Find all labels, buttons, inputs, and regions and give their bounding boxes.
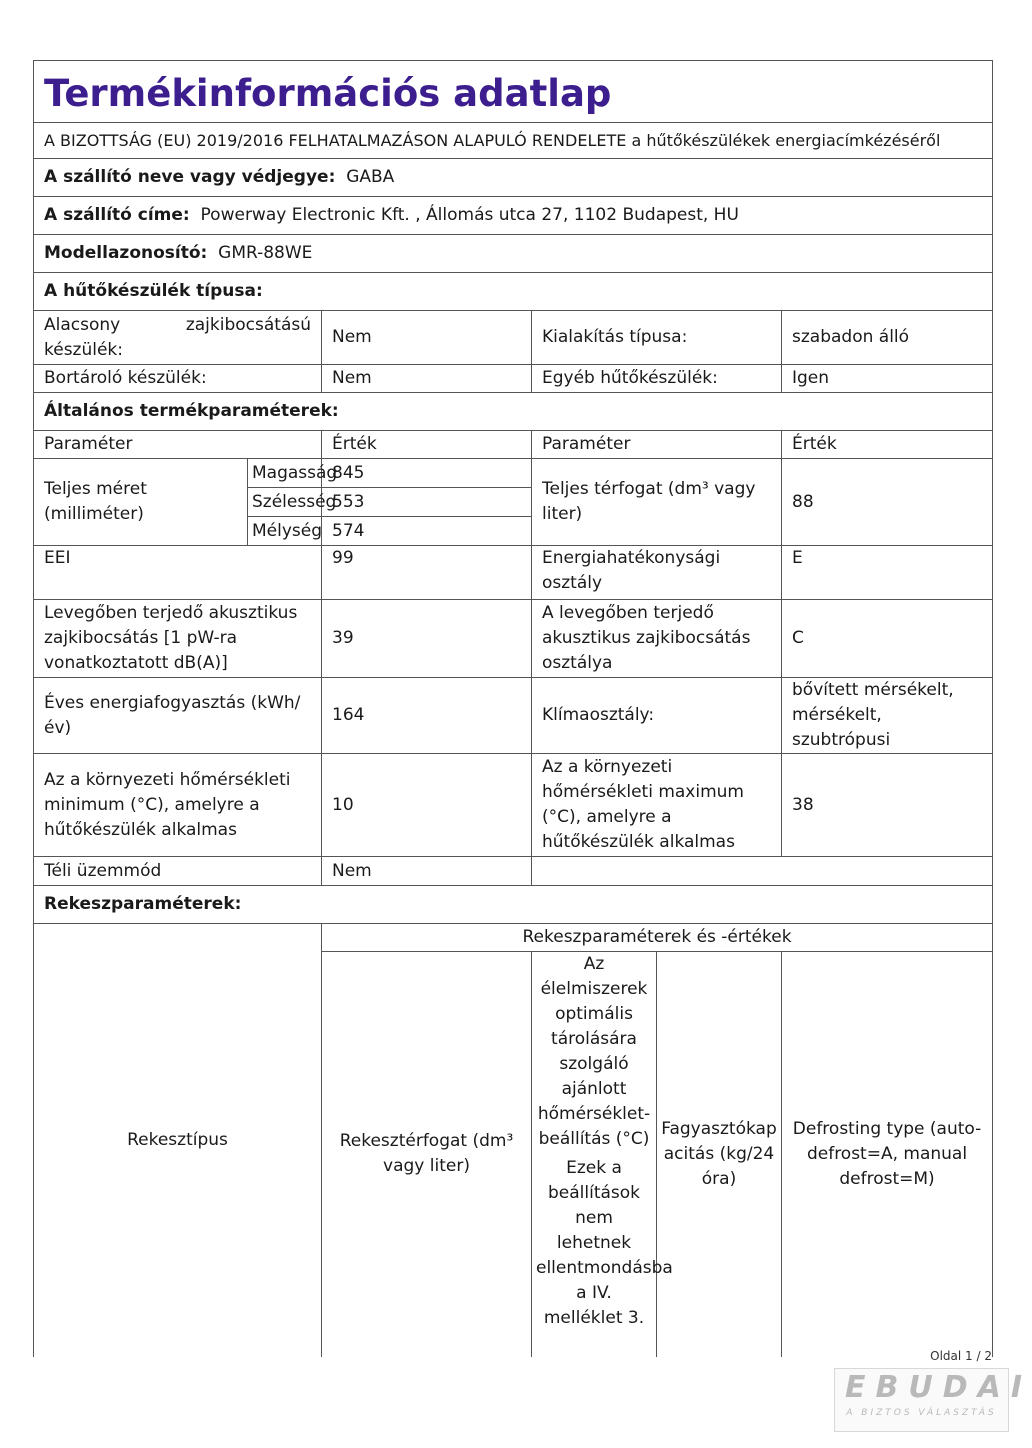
- depth-label: Mélység: [248, 517, 322, 546]
- recommended-temp-text: Az élelmiszerek optimális tárolására szolgáló ajánlott hőmérséklet-beállítás (°C): [537, 954, 651, 1149]
- total-volume-label: Teljes térfogat (dm³ vagy liter): [532, 459, 782, 546]
- width-value: 553: [322, 488, 532, 517]
- supplier-name-row: [34, 159, 993, 197]
- height-label: Magasság: [248, 459, 322, 488]
- supplier-address-value: Powerway Electronic Kft. , Állomás utca 27, 1102 Budapest, HU: [200, 205, 739, 225]
- recommended-temp-note: Ezek a beállítások nem lehetnek ellentmondásba a IV. melléklet 3.: [536, 1158, 673, 1328]
- other-appliance-label: Egyéb hűtőkészülék:: [532, 365, 782, 393]
- supplier-name-value: GABA: [346, 167, 395, 187]
- ebudai-logo: [834, 1368, 1032, 1432]
- noise-class-value: C: [782, 600, 993, 678]
- logo-tagline: A BIZTOS VÁLASZTÁS: [846, 1408, 997, 1418]
- compartment-params-heading: Rekeszparaméterek:: [34, 886, 993, 924]
- info-table: [33, 60, 993, 1357]
- supplier-name-label: A szállító neve vagy védjegye:: [44, 167, 336, 187]
- noise-label: Levegőben terjedő akusztikus zajkibocsátás [1 pW-ra vonatkoztatott dB(A)]: [34, 600, 322, 678]
- width-label: Szélesség: [248, 488, 322, 517]
- compartment-group-header: Rekeszparaméterek és -értékek: [322, 924, 993, 952]
- winter-mode-label: Téli üzemmód: [34, 857, 322, 886]
- value-column-header-right: Érték: [782, 431, 993, 459]
- annual-energy-label: Éves energiafogyasztás (kWh/ év): [34, 678, 322, 754]
- logo-main-text: EBUDAI: [845, 1370, 1032, 1405]
- noise-value: 39: [322, 600, 532, 678]
- empty-cell: [532, 857, 993, 886]
- height-value: 845: [322, 459, 532, 488]
- other-appliance-value: Igen: [782, 365, 993, 393]
- min-temp-value: 10: [322, 754, 532, 857]
- compartment-type-header: Rekesztípus: [34, 924, 322, 1357]
- supplier-address-row: [34, 197, 993, 235]
- regulation-subtitle: A BIZOTTSÁG (EU) 2019/2016 FELHATALMAZÁSON ALAPULÓ RENDELETE a hűtőkészülékek energiacímkézéséről: [34, 123, 993, 159]
- low-noise-label: Alacsony zajkibocsátású készülék:: [34, 311, 322, 365]
- max-temp-label: Az a környezeti hőmérsékleti maximum (°C), amelyre a hűtőkészülék alkalmas: [532, 754, 782, 857]
- design-type-value: szabadon álló: [782, 311, 993, 365]
- depth-value: 574: [322, 517, 532, 546]
- annual-energy-value: 164: [322, 678, 532, 754]
- climate-class-value: bővített mérsékelt, mérsékelt, szubtrópusi: [782, 678, 993, 754]
- wine-storage-value: Nem: [322, 365, 532, 393]
- model-id-label: Modellazonosító:: [44, 243, 208, 263]
- defrosting-type-header: Defrosting type (auto-defrost=A, manual defrost=M): [782, 952, 993, 1357]
- eei-value: 99: [322, 546, 532, 600]
- param-column-header: Paraméter: [34, 431, 322, 459]
- freezing-capacity-header: Fagyasztókapacitás (kg/24 óra): [657, 952, 782, 1357]
- low-noise-value: Nem: [322, 311, 532, 365]
- page-number: Oldal 1 / 2: [930, 1349, 992, 1363]
- compartment-volume-header: Rekesztérfogat (dm³ vagy liter): [322, 952, 532, 1357]
- winter-mode-value: Nem: [322, 857, 532, 886]
- wine-storage-label: Bortároló készülék:: [34, 365, 322, 393]
- eei-label: EEI: [34, 546, 322, 600]
- product-information-sheet: [33, 60, 992, 1357]
- param-column-header-right: Paraméter: [532, 431, 782, 459]
- model-id-row: [34, 235, 993, 273]
- climate-class-label: Klímaosztály:: [532, 678, 782, 754]
- design-type-label: Kialakítás típusa:: [532, 311, 782, 365]
- supplier-address-label: A szállító címe:: [44, 205, 190, 225]
- max-temp-value: 38: [782, 754, 993, 857]
- value-column-header: Érték: [322, 431, 532, 459]
- appliance-type-heading: A hűtőkészülék típusa:: [34, 273, 993, 311]
- model-id-value: GMR-88WE: [218, 243, 313, 263]
- recommended-temp-header: [532, 952, 673, 1357]
- energy-class-label: Energiahatékonysági osztály: [532, 546, 782, 600]
- total-volume-value: 88: [782, 459, 993, 546]
- noise-class-label: A levegőben terjedő akusztikus zajkibocsátás osztálya: [532, 600, 782, 678]
- min-temp-label: Az a környezeti hőmérsékleti minimum (°C), amelyre a hűtőkészülék alkalmas: [34, 754, 322, 857]
- energy-class-value: E: [782, 546, 993, 600]
- total-size-label: Teljes méret (milliméter): [34, 459, 248, 546]
- page-title: Termékinformációs adatlap: [34, 61, 993, 123]
- general-params-heading: Általános termékparaméterek:: [34, 393, 993, 431]
